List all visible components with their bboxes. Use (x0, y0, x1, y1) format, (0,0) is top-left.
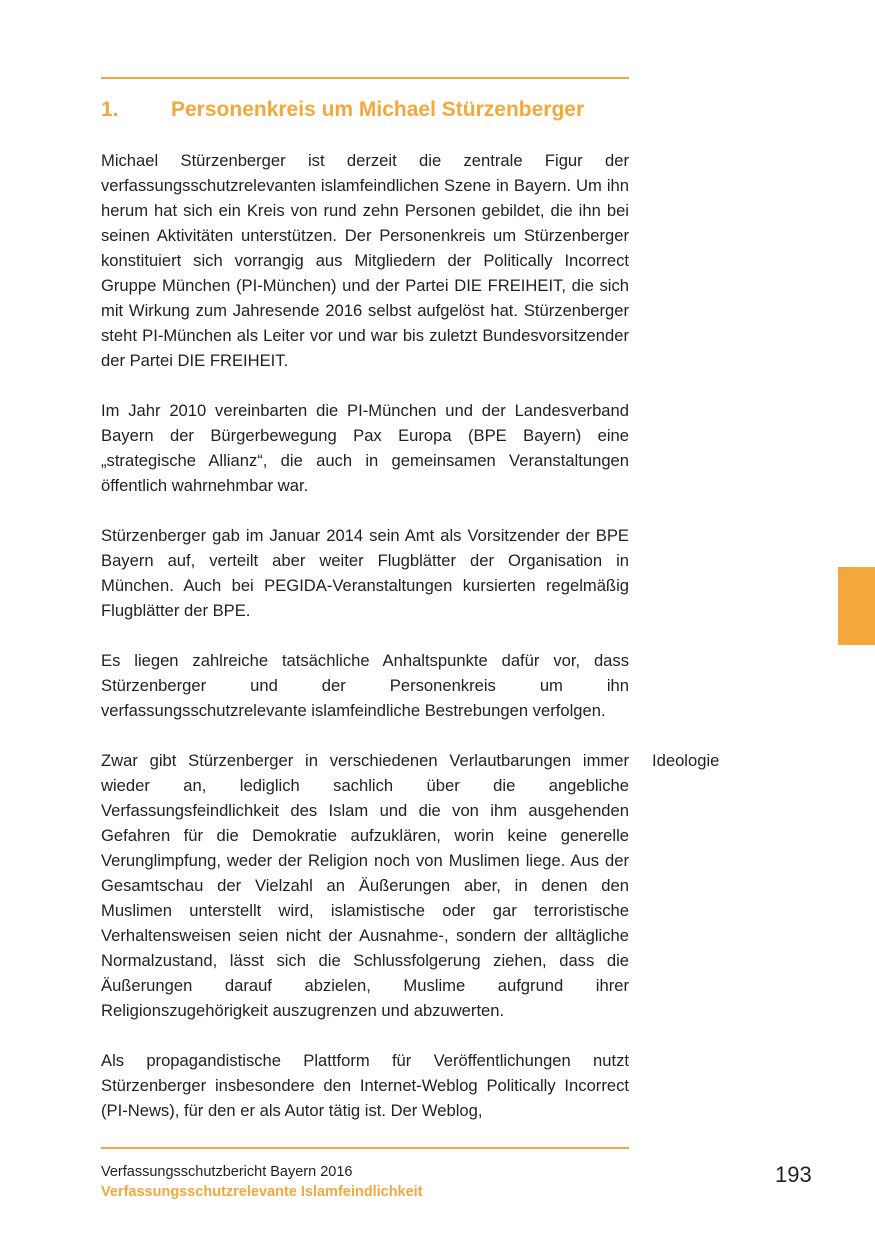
section-title: Personenkreis um Michael Stürzenberger (171, 98, 585, 121)
footer-chapter-title: Verfassungsschutzrelevante Islamfeindlichkeit (101, 1184, 423, 1200)
margin-note: Ideologie (652, 751, 720, 770)
paragraph: Zwar gibt Stürzenberger in verschiedenen Verlautbarungen immer wieder an, lediglich sachlich über die angebliche Verfassungsfeindlichkeit des Islam und die von ihm ausgehenden Gefahren für die Demokratie aufzuklären, worin keine generelle Verunglimpfung, weder der Religion noch von Muslimen liege. Aus der Gesamtschau der Vielzahl an Äußerungen aber, in denen den Muslimen unterstellt wird, islamistische oder gar terroristische Verhaltensweisen seien nicht der Ausnahme-, sondern der alltägliche Normalzustand, lässt sich die Schlussfolgerung ziehen, dass die Äußerungen darauf abzielen, Muslime aufgrund ihrer Religionszugehörigkeit auszugrenzen und abzuwerten. (101, 751, 629, 1020)
footer-report-title: Verfassungsschutzbericht Bayern 2016 (101, 1164, 353, 1180)
footer-rule (101, 1147, 629, 1149)
paragraph: Stürzenberger gab im Januar 2014 sein Amt als Vorsitzender der BPE Bayern auf, verteilt aber weiter Flugblätter der Organisation in München. Auch bei PEGIDA-Veranstaltungen kursierten regelmäßig Flugblätter der BPE. (101, 526, 629, 620)
paragraph: Es liegen zahlreiche tatsächliche Anhaltspunkte dafür vor, dass Stürzenberger und der Personenkreis um ihn verfassungsschutzrelevante islamfeindliche Bestrebungen verfolgen. (101, 651, 629, 720)
page-number: 193 (775, 1162, 812, 1187)
header-rule (101, 77, 629, 79)
body-text (101, 148, 629, 1123)
section-heading (101, 96, 641, 124)
paragraph: Michael Stürzenberger ist derzeit die zentrale Figur der verfassungsschutzrelevanten islamfeindlichen Szene in Bayern. Um ihn herum hat sich ein Kreis von rund zehn Personen gebildet, die ihn bei seinen Aktivitäten unterstützen. Der Personenkreis um Stürzenberger konstituiert sich vorrangig aus Mitgliedern der Politically Incorrect Gruppe München (PI-München) und der Partei DIE FREIHEIT, die sich mit Wirkung zum Jahresende 2016 selbst aufgelöst hat. Stürzenberger steht PI-München als Leiter vor und war bis zuletzt Bundesvorsitzender der Partei DIE FREIHEIT. (101, 151, 629, 370)
paragraph: Im Jahr 2010 vereinbarten die PI-München und der Landesverband Bayern der Bürgerbewegung Pax Europa (BPE Bayern) eine „strategische Allianz“, die auch in gemeinsamen Veranstaltungen öffentlich wahrnehmbar war. (101, 401, 629, 495)
chapter-tab-marker (838, 567, 875, 645)
paragraph: Als propagandistische Plattform für Veröffentlichungen nutzt Stürzenberger insbesondere den Internet-Weblog Politically Incorrect (PI-News), für den er als Autor tätig ist. Der Weblog, (101, 1051, 629, 1120)
section-number: 1. (101, 98, 119, 121)
